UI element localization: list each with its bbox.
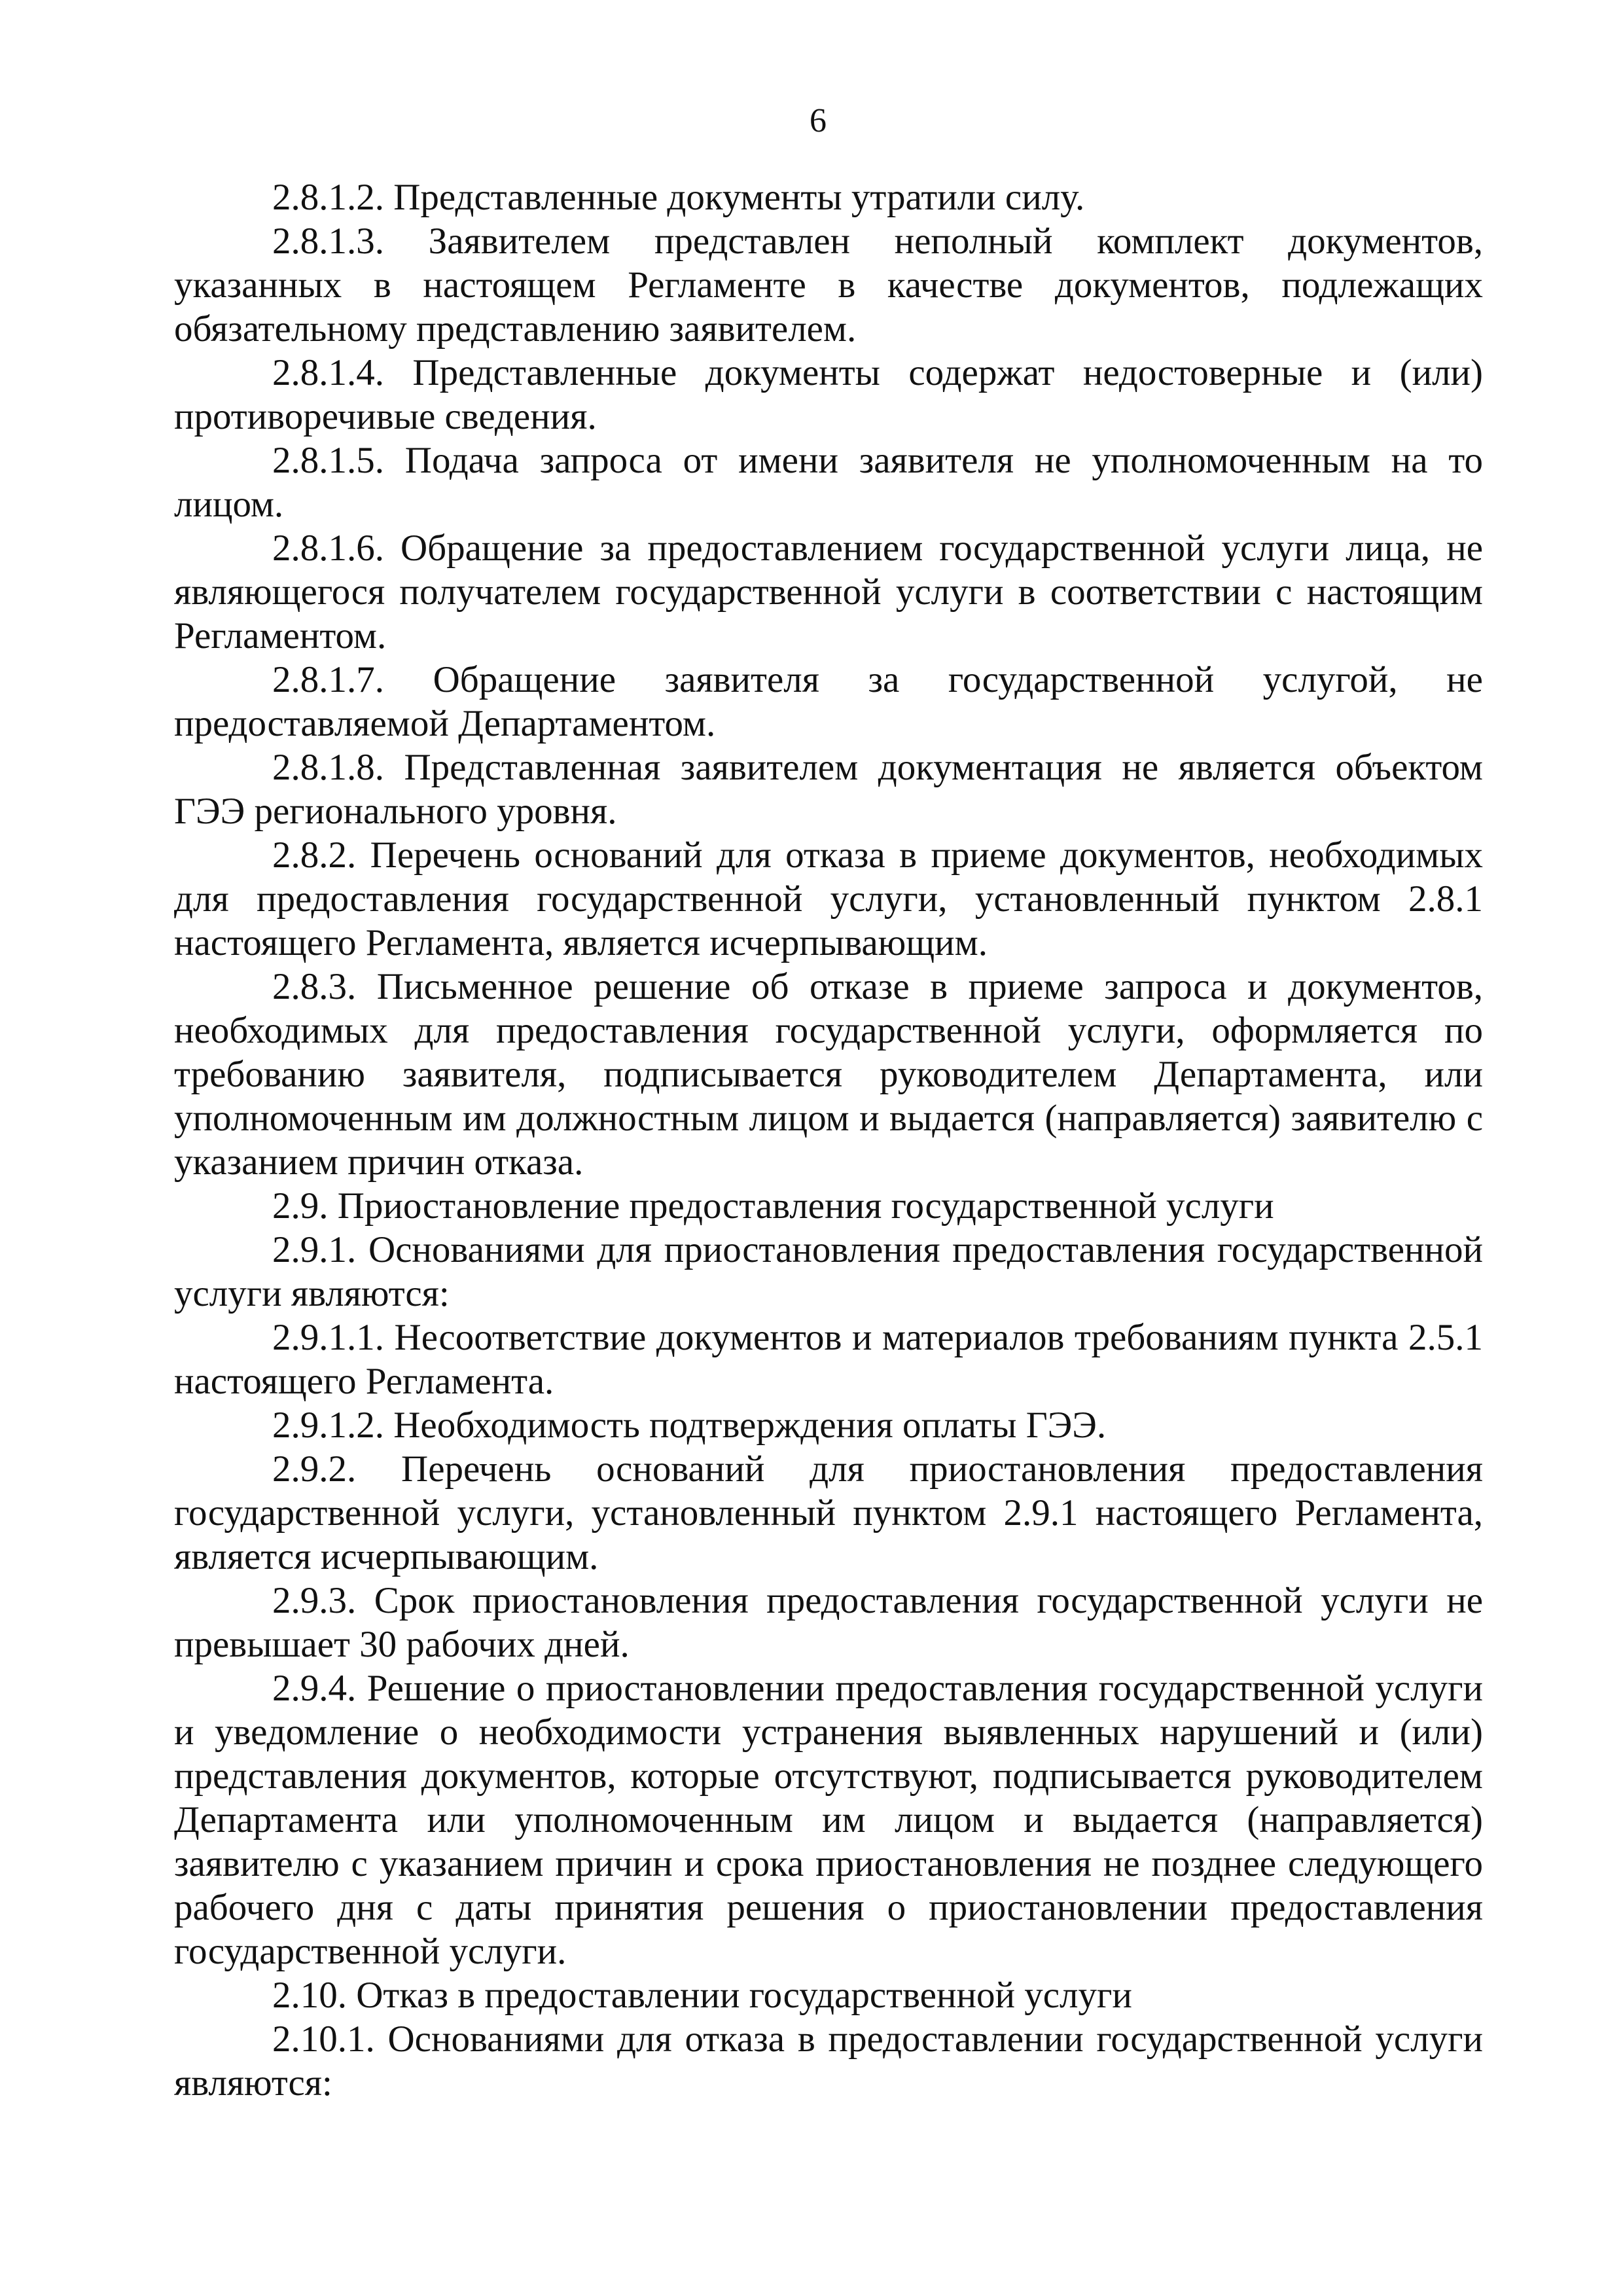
paragraph-2-9-2: 2.9.2. Перечень оснований для приостановления предоставления государственной услуги, установленный пунктом 2.9.1 настоящего Регламента, является исчерпывающим. bbox=[174, 1448, 1483, 1577]
paragraph-2-8-1-8: 2.8.1.8. Представленная заявителем документация не является объектом ГЭЭ регионального уровня. bbox=[174, 747, 1483, 832]
paragraph-2-9-1-1: 2.9.1.1. Несоответствие документов и материалов требованиям пункта 2.5.1 настоящего Регламента. bbox=[174, 1317, 1483, 1402]
section-heading-2-9: 2.9. Приостановление предоставления государственной услуги bbox=[272, 1185, 1274, 1227]
paragraph-2-8-1-2: 2.8.1.2. Представленные документы утратили силу. bbox=[272, 177, 1085, 218]
document-body bbox=[174, 175, 1483, 2105]
page-number: 6 bbox=[810, 102, 827, 139]
section-heading-2-10: 2.10. Отказ в предоставлении государственной услуги bbox=[272, 1975, 1132, 2016]
paragraph-2-8-1-6: 2.8.1.6. Обращение за предоставлением государственной услуги лица, не являющегося получателем государственной услуги в соответствии с настоящим Регламентом. bbox=[174, 528, 1483, 656]
paragraph-2-8-1-3: 2.8.1.3. Заявителем представлен неполный комплект документов, указанных в настоящем Регламенте в качестве документов, подлежащих обязательному представлению заявителем. bbox=[174, 221, 1483, 350]
paragraph-2-9-4: 2.9.4. Решение о приостановлении предоставления государственной услуги и уведомление о необходимости устранения выявленных нарушений и (или) представления документов, которые отсутствуют, подписывается руководителем Департамента или уполномоченным им лицом и выдается (направляется) заявителю с указанием причин и срока приостановления не позднее следующего рабочего дня с даты принятия решения о приостановлении предоставления государственной услуги. bbox=[174, 1668, 1483, 1972]
paragraph-2-9-1: 2.9.1. Основаниями для приостановления предоставления государственной услуги являются: bbox=[174, 1229, 1483, 1314]
paragraph-2-9-1-2: 2.9.1.2. Необходимость подтверждения оплаты ГЭЭ. bbox=[272, 1405, 1107, 1446]
paragraph-2-8-1-4: 2.8.1.4. Представленные документы содержат недостоверные и (или) противоречивые сведения. bbox=[174, 352, 1483, 437]
paragraph-2-8-2: 2.8.2. Перечень оснований для отказа в приеме документов, необходимых для предоставления государственной услуги, установленный пунктом 2.8.1 настоящего Регламента, является исчерпывающим. bbox=[174, 834, 1483, 963]
paragraph-2-9-3: 2.9.3. Срок приостановления предоставления государственной услуги не превышает 30 рабочих дней. bbox=[174, 1580, 1483, 1665]
paragraph-2-8-3: 2.8.3. Письменное решение об отказе в приеме запроса и документов, необходимых для предоставления государственной услуги, оформляется по требованию заявителя, подписывается руководителем Департамента, или уполномоченным им должностным лицом и выдается (направляется) заявителю с указанием причин отказа. bbox=[174, 966, 1483, 1183]
paragraph-2-8-1-5: 2.8.1.5. Подача запроса от имени заявителя не уполномоченным на то лицом. bbox=[174, 440, 1483, 525]
paragraph-2-10-1: 2.10.1. Основаниями для отказа в предоставлении государственной услуги являются: bbox=[174, 2018, 1483, 2104]
paragraph-2-8-1-7: 2.8.1.7. Обращение заявителя за государственной услугой, не предоставляемой Департаментом. bbox=[174, 659, 1483, 744]
